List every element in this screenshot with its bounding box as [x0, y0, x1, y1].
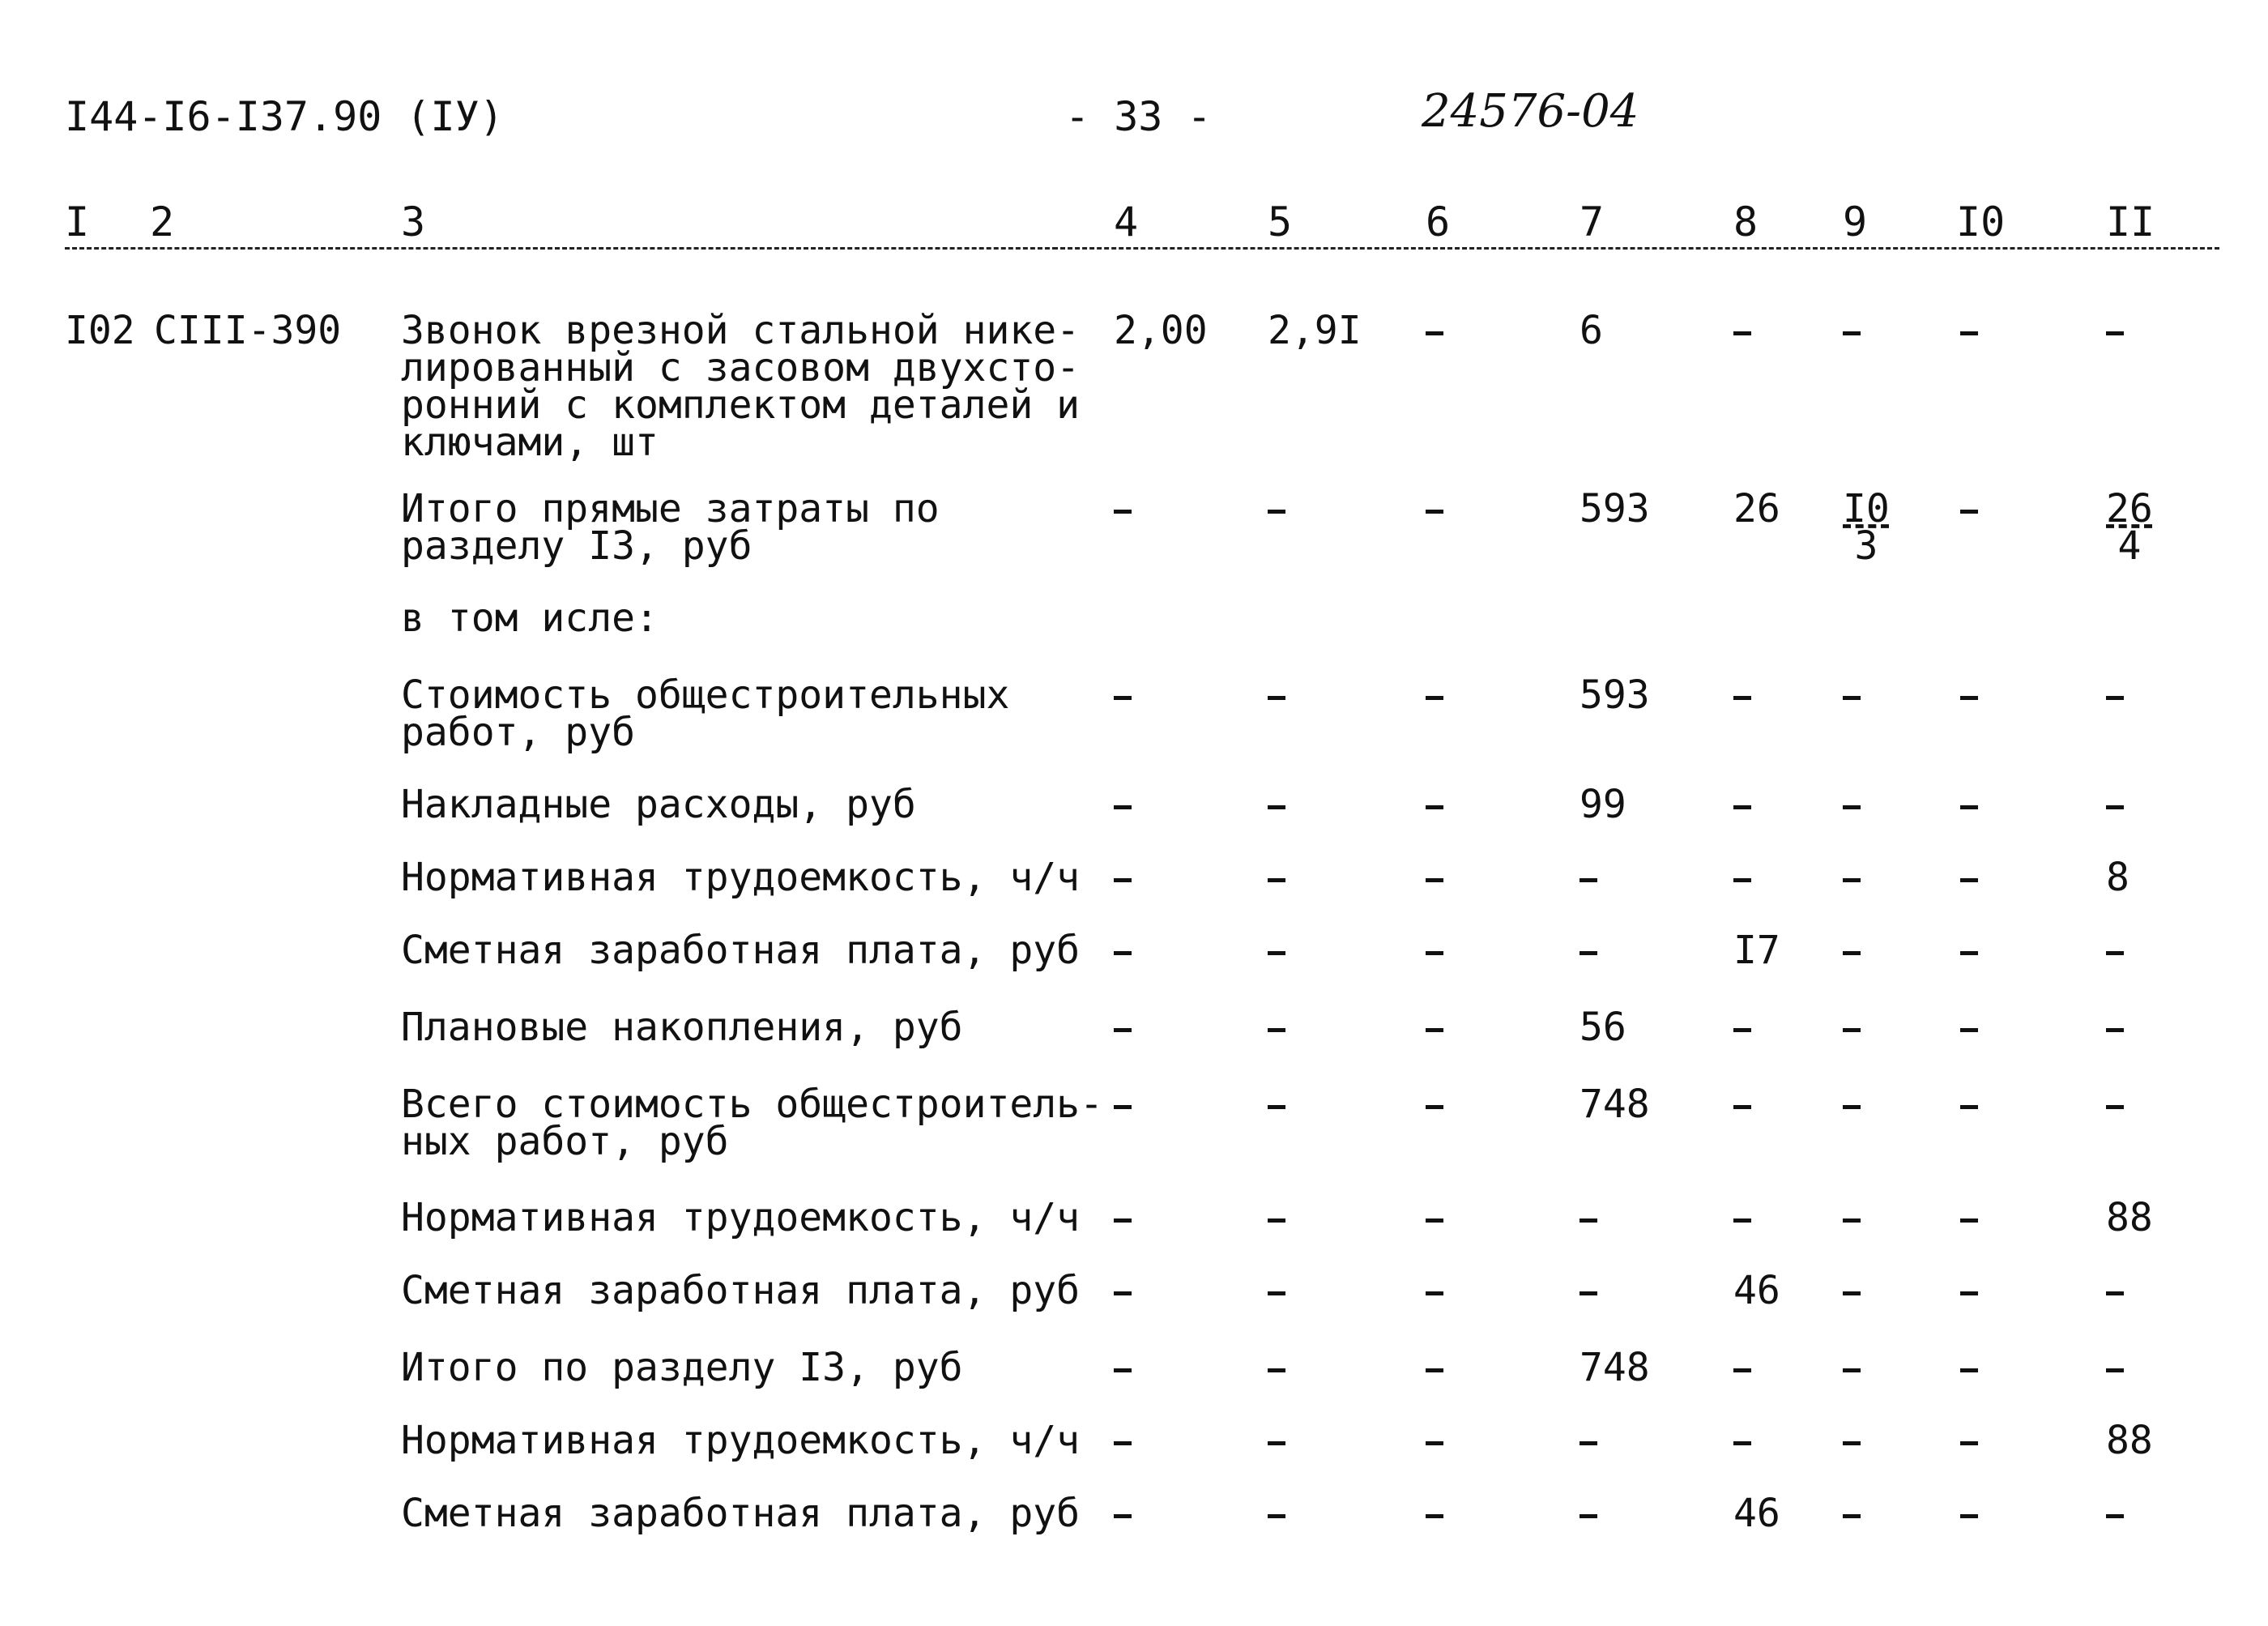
dash-mark	[1114, 1514, 1132, 1518]
dash-mark	[1426, 696, 1443, 700]
value-cell-5	[1268, 859, 1285, 896]
fraction-denominator: 4	[2117, 523, 2142, 569]
value-cell-7	[1580, 932, 1597, 969]
header-rule-right	[1053, 247, 2219, 250]
dash-mark	[1960, 1218, 1978, 1223]
dash-mark	[1114, 805, 1132, 809]
dash-mark	[1960, 951, 1978, 955]
dash-mark	[1580, 878, 1597, 882]
description-cell: Сметная заработная плата, руб	[401, 928, 1081, 973]
dash-mark	[1268, 1441, 1285, 1445]
description-cell: Нормативная трудоемкость, ч/ч	[401, 855, 1081, 900]
value-cell-10	[1960, 1199, 1978, 1236]
value-cell-7	[1580, 1422, 1597, 1459]
dash-mark	[1426, 1291, 1443, 1295]
value-cell-11	[2106, 676, 2124, 714]
dash-mark	[1960, 1291, 1978, 1295]
value-cell-10	[1960, 676, 1978, 714]
column-number-11: II	[2106, 198, 2155, 245]
value-cell-9	[1843, 1349, 1861, 1386]
value-cell-6	[1426, 1349, 1443, 1386]
header-rule-left	[65, 247, 1057, 250]
value-cell-6	[1426, 1199, 1443, 1236]
value-cell-10	[1960, 859, 1978, 896]
value-cell-10	[1960, 932, 1978, 969]
value-cell-8	[1733, 312, 1751, 349]
dash-mark	[1843, 805, 1861, 809]
column-number-5: 5	[1268, 198, 1293, 245]
value-cell-5	[1268, 932, 1285, 969]
dash-mark	[1268, 1514, 1285, 1518]
value-cell-5	[1268, 1495, 1285, 1532]
value-cell-7: 593	[1580, 486, 1650, 531]
value-cell-4	[1114, 1349, 1132, 1386]
column-number-4: 4	[1114, 198, 1139, 245]
value-cell-10	[1960, 786, 1978, 823]
dash-mark	[1114, 1028, 1132, 1032]
column-number-7: 7	[1580, 198, 1605, 245]
value-cell-7	[1580, 859, 1597, 896]
value-cell-5	[1268, 1422, 1285, 1459]
value-cell-11	[2106, 932, 2124, 969]
dash-mark	[1114, 696, 1132, 700]
fraction-cell-11	[2106, 486, 2153, 569]
value-cell-8	[1733, 1199, 1751, 1236]
dash-mark	[1580, 1218, 1597, 1223]
value-cell-4	[1114, 1086, 1132, 1123]
dash-mark	[1733, 1028, 1751, 1032]
value-cell-6	[1426, 490, 1443, 527]
dash-mark	[1960, 1105, 1978, 1109]
dash-mark	[1114, 1218, 1132, 1223]
value-cell-10	[1960, 490, 1978, 527]
dash-mark	[1580, 1441, 1597, 1445]
value-cell-8	[1733, 786, 1751, 823]
value-cell-8	[1733, 1349, 1751, 1386]
dash-mark	[1960, 1441, 1978, 1445]
dash-mark	[2106, 1368, 2124, 1372]
value-cell-9	[1843, 1422, 1861, 1459]
value-cell-11	[2106, 1009, 2124, 1046]
value-cell-4	[1114, 1009, 1132, 1046]
value-cell-9	[1843, 1009, 1861, 1046]
value-cell-5: 2,9I	[1268, 308, 1362, 353]
dash-mark	[1114, 510, 1132, 514]
dash-mark	[1580, 1514, 1597, 1518]
column-number-10: I0	[1956, 198, 2006, 245]
dash-mark	[1268, 1368, 1285, 1372]
dash-mark	[1960, 1368, 1978, 1372]
dash-mark	[1268, 1291, 1285, 1295]
value-cell-11	[2106, 1349, 2124, 1386]
dash-mark	[1426, 878, 1443, 882]
dash-mark	[1733, 878, 1751, 882]
dash-mark	[1843, 878, 1861, 882]
value-cell-9	[1843, 676, 1861, 714]
dash-mark	[1114, 1441, 1132, 1445]
dash-mark	[1733, 1105, 1751, 1109]
value-cell-4: 2,00	[1114, 308, 1208, 353]
value-cell-7	[1580, 1199, 1597, 1236]
value-cell-9	[1843, 312, 1861, 349]
description-cell: Сметная заработная плата, руб	[401, 1491, 1081, 1536]
dash-mark	[1960, 331, 1978, 335]
dash-mark	[1580, 1291, 1597, 1295]
fraction-numerator: I0	[1843, 486, 1890, 531]
dash-mark	[1843, 696, 1861, 700]
dash-mark	[1114, 1368, 1132, 1372]
dash-mark	[1268, 805, 1285, 809]
column-number-8: 8	[1733, 198, 1759, 245]
value-cell-7: 56	[1580, 1005, 1626, 1050]
description-cell: Итого по разделу I3, руб	[401, 1345, 963, 1390]
dash-mark	[1114, 951, 1132, 955]
value-cell-6	[1426, 786, 1443, 823]
value-cell-8	[1733, 1009, 1751, 1046]
value-cell-4	[1114, 490, 1132, 527]
dash-mark	[1843, 1441, 1861, 1445]
dash-mark	[1843, 1218, 1861, 1223]
value-cell-9	[1843, 1199, 1861, 1236]
dash-mark	[1114, 878, 1132, 882]
value-cell-11: 8	[2106, 855, 2129, 900]
dash-mark	[1268, 1218, 1285, 1223]
value-cell-7: 748	[1580, 1345, 1650, 1390]
value-cell-5	[1268, 490, 1285, 527]
value-cell-11	[2106, 1272, 2124, 1309]
value-cell-10	[1960, 1422, 1978, 1459]
value-cell-7: 99	[1580, 782, 1626, 827]
dash-mark	[1426, 331, 1443, 335]
value-cell-4	[1114, 1422, 1132, 1459]
column-number-9: 9	[1843, 198, 1868, 245]
dash-mark	[1960, 510, 1978, 514]
value-cell-10	[1960, 1086, 1978, 1123]
value-cell-5	[1268, 1349, 1285, 1386]
dash-mark	[1580, 951, 1597, 955]
dash-mark	[1268, 696, 1285, 700]
dash-mark	[1426, 1105, 1443, 1109]
value-cell-5	[1268, 1272, 1285, 1309]
dash-mark	[2106, 951, 2124, 955]
value-cell-10	[1960, 1495, 1978, 1532]
description-cell: Плановые накопления, руб	[401, 1005, 963, 1050]
dash-mark	[1114, 1105, 1132, 1109]
dash-mark	[1426, 510, 1443, 514]
dash-mark	[1426, 1514, 1443, 1518]
value-cell-4	[1114, 1495, 1132, 1532]
value-cell-6	[1426, 1422, 1443, 1459]
value-cell-4	[1114, 859, 1132, 896]
description-cell: Нормативная трудоемкость, ч/ч	[401, 1195, 1081, 1240]
dash-mark	[1268, 1028, 1285, 1032]
dash-mark	[1426, 1441, 1443, 1445]
handwritten-number: 24576-04	[1422, 85, 1639, 138]
column-number-2: 2	[150, 198, 175, 245]
dash-mark	[1843, 1368, 1861, 1372]
value-cell-9	[1843, 1272, 1861, 1309]
value-cell-6	[1426, 1086, 1443, 1123]
dash-mark	[2106, 331, 2124, 335]
page-number: - 33 -	[1065, 93, 1212, 140]
value-cell-5	[1268, 1009, 1285, 1046]
value-cell-7: 593	[1580, 672, 1650, 718]
value-cell-6	[1426, 932, 1443, 969]
dash-mark	[1733, 1218, 1751, 1223]
value-cell-11: 88	[2106, 1195, 2153, 1240]
value-cell-8	[1733, 859, 1751, 896]
dash-mark	[1268, 951, 1285, 955]
value-cell-6	[1426, 1009, 1443, 1046]
value-cell-6	[1426, 1272, 1443, 1309]
dash-mark	[1960, 878, 1978, 882]
document-code: I44-I6-I37.90 (IУ)	[65, 93, 504, 140]
fraction-cell-9	[1843, 486, 1890, 569]
fraction-numerator: 26	[2106, 486, 2153, 531]
dash-mark	[2106, 1028, 2124, 1032]
description-cell: Звонок врезной стальной нике- лированный с засовом двухсто- ронний с комплектом деталей и ключами, шт	[401, 308, 1081, 465]
value-cell-7: 6	[1580, 308, 1603, 353]
value-cell-9	[1843, 786, 1861, 823]
dash-mark	[1426, 1368, 1443, 1372]
value-cell-9	[1843, 932, 1861, 969]
value-cell-6	[1426, 859, 1443, 896]
dash-mark	[2106, 1514, 2124, 1518]
value-cell-8	[1733, 676, 1751, 714]
value-cell-11	[2106, 786, 2124, 823]
dash-mark	[2106, 696, 2124, 700]
dash-mark	[1268, 1105, 1285, 1109]
dash-mark	[1268, 878, 1285, 882]
dash-mark	[1960, 1028, 1978, 1032]
value-cell-4	[1114, 1199, 1132, 1236]
dash-mark	[1843, 1105, 1861, 1109]
value-cell-10	[1960, 1272, 1978, 1309]
description-cell: Нормативная трудоемкость, ч/ч	[401, 1418, 1081, 1463]
value-cell-8: I7	[1733, 928, 1780, 973]
dash-mark	[1733, 331, 1751, 335]
dash-mark	[1960, 805, 1978, 809]
value-cell-8	[1733, 1086, 1751, 1123]
value-cell-8: 46	[1733, 1268, 1780, 1313]
value-cell-11	[2106, 1495, 2124, 1532]
value-cell-11: 88	[2106, 1418, 2153, 1463]
column-number-1: I	[65, 198, 90, 245]
value-cell-9	[1843, 859, 1861, 896]
description-cell: в том исле:	[401, 595, 659, 641]
dash-mark	[1960, 696, 1978, 700]
dash-mark	[1843, 331, 1861, 335]
dash-mark	[1843, 1514, 1861, 1518]
dash-mark	[1843, 1291, 1861, 1295]
value-cell-6	[1426, 676, 1443, 714]
dash-mark	[1960, 1514, 1978, 1518]
value-cell-4	[1114, 786, 1132, 823]
value-cell-4	[1114, 1272, 1132, 1309]
value-cell-5	[1268, 676, 1285, 714]
value-cell-7	[1580, 1495, 1597, 1532]
dash-mark	[1733, 805, 1751, 809]
value-cell-8: 46	[1733, 1491, 1780, 1536]
code-cell: CIII-390	[154, 308, 342, 353]
value-cell-10	[1960, 312, 1978, 349]
dash-mark	[1733, 1441, 1751, 1445]
value-cell-9	[1843, 1495, 1861, 1532]
value-cell-11	[2106, 312, 2124, 349]
value-cell-4	[1114, 676, 1132, 714]
value-cell-4	[1114, 932, 1132, 969]
dash-mark	[1426, 805, 1443, 809]
value-cell-6	[1426, 1495, 1443, 1532]
column-number-3: 3	[401, 198, 426, 245]
description-cell: Стоимость общестроительных работ, руб	[401, 672, 1010, 755]
dash-mark	[1268, 510, 1285, 514]
value-cell-5	[1268, 1199, 1285, 1236]
value-cell-11	[2106, 1086, 2124, 1123]
description-cell: Накладные расходы, руб	[401, 782, 916, 827]
description-cell: Итого прямые затраты по разделу I3, руб	[401, 486, 940, 569]
value-cell-8	[1733, 1422, 1751, 1459]
value-cell-8: 26	[1733, 486, 1780, 531]
dash-mark	[1426, 951, 1443, 955]
dash-mark	[1426, 1218, 1443, 1223]
dash-mark	[2106, 805, 2124, 809]
dash-mark	[1114, 1291, 1132, 1295]
description-cell: Сметная заработная плата, руб	[401, 1268, 1081, 1313]
value-cell-5	[1268, 786, 1285, 823]
dash-mark	[1733, 1368, 1751, 1372]
dash-mark	[2106, 1291, 2124, 1295]
value-cell-9	[1843, 1086, 1861, 1123]
description-cell: Всего стоимость общестроитель- ных работ, руб	[401, 1082, 1103, 1164]
dash-mark	[1843, 1028, 1861, 1032]
fraction-denominator: 3	[1854, 523, 1878, 569]
value-cell-7: 748	[1580, 1082, 1650, 1127]
value-cell-7	[1580, 1272, 1597, 1309]
dash-mark	[1843, 951, 1861, 955]
value-cell-6	[1426, 312, 1443, 349]
value-cell-5	[1268, 1086, 1285, 1123]
row-number-cell: I02	[65, 308, 135, 353]
value-cell-10	[1960, 1009, 1978, 1046]
dash-mark	[1426, 1028, 1443, 1032]
dash-mark	[2106, 1105, 2124, 1109]
dash-mark	[1733, 696, 1751, 700]
value-cell-10	[1960, 1349, 1978, 1386]
column-number-6: 6	[1426, 198, 1451, 245]
